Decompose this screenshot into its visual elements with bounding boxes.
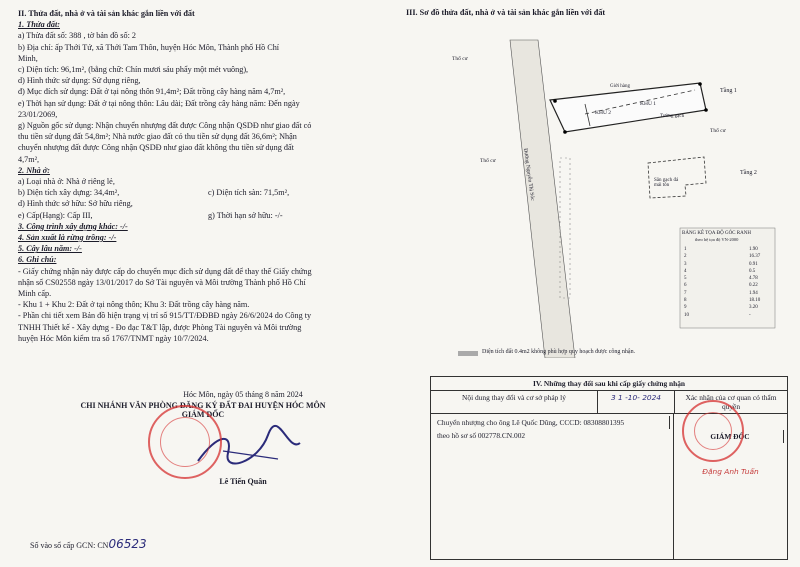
land-line: a) Thửa đất số: 388 , tờ bản đồ số: 2	[18, 31, 136, 41]
corner-point	[563, 130, 567, 134]
tang2-label: Tầng 2	[740, 170, 757, 176]
coord-index: 10	[684, 312, 689, 318]
coord-sub: theo hệ tọa độ VN-2000	[695, 237, 739, 242]
legend-marker	[458, 351, 478, 356]
house-grade-row	[18, 210, 388, 221]
land-line: b) Địa chỉ: ấp Thới Tứ, xã Thới Tam Thôn, huyện Hóc Môn, Thành phố Hồ Chí	[18, 42, 280, 52]
land-line: d) Hình thức sử dụng: Sử dụng riêng,	[18, 76, 141, 86]
gach-label: Tường gạch	[660, 114, 685, 119]
issuing-office: CHI NHÁNH VĂN PHÒNG ĐĂNG KÝ ĐẤT ĐAI HUYỆN HÓC MÔN	[80, 401, 326, 410]
house-term: g) Thời hạn sở hữu: -/-	[208, 210, 283, 220]
coord-index: 4	[684, 268, 687, 274]
khu2-label: KHU 2	[595, 110, 612, 116]
coord-index: 1	[684, 247, 687, 252]
issue-date: Hóc Môn, ngày 05 tháng 8 năm 2024	[183, 390, 303, 399]
gcn-label: Số vào sổ cấp GCN: CN	[30, 541, 109, 550]
coord-length: 1.90	[749, 247, 758, 252]
note-line: huyện Hóc Môn kiểm tra số 1767/TNMT ngày 10/7/2024.	[18, 333, 209, 343]
confirm-column-header: Xác nhận của cơ quan có thẩm quyền	[685, 393, 777, 411]
corner-point	[553, 99, 557, 103]
changes-table-title: IV. Những thay đổi sau khi cấp giấy chứng nhận	[431, 377, 787, 391]
land-plot-diagram	[410, 28, 782, 358]
red-seal	[148, 405, 222, 479]
land-line: e) Thời hạn sử dụng: Đất ở tại nông thôn: Lâu dài; Đất trồng cây hàng năm: Đến ngày	[18, 98, 300, 108]
coord-index: 6	[684, 283, 687, 289]
note-line: nhận số CS02558 ngày 13/01/2017 do Sở Tài nguyên và Môi trường Thành phố Hồ Chí	[18, 277, 306, 287]
section-2-title: II. Thửa đất, nhà ở và tài sản khác gắn liền với đất	[18, 9, 195, 18]
confirm-signer: Đặng Anh Tuấn	[702, 467, 759, 476]
land-line: 23/01/2069,	[18, 109, 58, 119]
note-line: Minh cấp.	[18, 289, 52, 299]
tang1-label: Tầng 1	[720, 88, 737, 94]
coord-length: 18.10	[749, 298, 761, 304]
change-content-cell	[431, 414, 674, 559]
coord-length: -	[749, 312, 751, 318]
other-works: 3. Công trình xây dựng khác: -/-	[18, 221, 128, 231]
coord-index-col	[684, 246, 689, 319]
coord-title: BẢNG KÊ TỌA ĐỘ GÓC RANH	[682, 231, 751, 236]
land-line: chuyển nhượng đất được Công nhận QSDĐ như giao đất không thu tiền sử dụng đất	[18, 143, 294, 153]
section-3-title: III. Sơ đồ thửa đất, nhà ở và tài sản khác gắn liền với đất	[406, 8, 606, 17]
coord-index: 8	[684, 298, 687, 304]
san-label: Sân gạch đá mái tôn	[654, 178, 679, 188]
land-details	[18, 30, 388, 164]
note-line: - Giấy chứng nhận này được cấp do chuyển mục đích sử dụng đất để thay thế Giấy chứng	[18, 266, 312, 276]
house-heading: 2. Nhà ở:	[18, 165, 50, 175]
forest-production: 4. Sản xuất là rừng trồng: -/-	[18, 233, 117, 243]
perennial-trees: 5. Cây lâu năm: -/-	[18, 244, 82, 254]
notes	[18, 266, 388, 344]
signer-name: Lê Tiến Quân	[219, 477, 267, 486]
street-strip	[510, 40, 575, 358]
gcn-number-line	[30, 537, 147, 551]
coord-index: 2	[684, 254, 687, 260]
coord-index: 5	[684, 276, 687, 282]
content-column-header: Nội dung thay đổi và cơ sở pháp lý	[431, 391, 598, 413]
plot-boundary	[550, 83, 706, 132]
house-grade: e) Cấp(Hạng): Cấp III,	[18, 210, 93, 220]
land-line: đ) Mục đích sử dụng: Đất ở tại nông thôn 91,4m²; Đất trồng cây hàng năm 4,7m²,	[18, 87, 286, 97]
coord-length: 0.5	[749, 268, 756, 274]
note-line: - Khu 1 + Khu 2: Đất ở tại nông thôn; Khu 3: Đất trồng cây hàng năm.	[18, 300, 250, 310]
gcn-number: 06523	[108, 537, 147, 551]
street-label: Đường Nguyễn Thị Sóc	[522, 148, 536, 202]
land-line: g) Nguồn gốc sử dụng: Nhận chuyển nhượng đất được Công nhận QSDĐ như giao đất có	[18, 121, 312, 131]
note-line: TNHH Thiết kế - Xây dựng - Đo đạc T&T lập, được Phòng Tài nguyên và Môi trường	[18, 322, 302, 332]
note-line: - Phần chi tiết xem Bản đồ hiện trạng vị trí số 915/TT/ĐĐBĐ ngày 26/6/2024 do Công ty	[18, 311, 312, 321]
changes-table	[430, 376, 788, 560]
coord-length: 1.94	[749, 290, 758, 296]
coord-length: 16.37	[749, 254, 761, 260]
signer-role: GIÁM ĐỐC	[181, 410, 225, 419]
corner-point	[704, 108, 708, 112]
thocu-label: Thổ cư	[452, 56, 468, 62]
coord-length: 3.20	[749, 305, 758, 311]
gioi-label: Giới hàng	[610, 84, 631, 89]
change-line: Chuyển nhượng cho ông Lê Quốc Dũng, CCCD: 08308801395	[434, 416, 670, 429]
coord-index: 7	[684, 290, 687, 296]
coord-length: 4.78	[749, 276, 758, 282]
coord-index: 9	[684, 305, 687, 311]
notes-heading: 6. Ghi chú:	[18, 255, 57, 265]
house-area-row	[18, 187, 388, 198]
coord-length: 0.91	[749, 261, 758, 267]
land-line: Minh,	[18, 53, 38, 63]
khu1-label: KHU 1	[640, 101, 657, 107]
house-build-area: b) Diện tích xây dựng: 34,4m²,	[18, 188, 120, 198]
change-line: theo hồ sơ số 002778.CN.002	[437, 431, 526, 440]
land-line: c) Diện tích: 96,1m², (bằng chữ: Chín mươi sáu phẩy một mét vuông),	[18, 65, 249, 75]
house-type: a) Loại nhà ở: Nhà ở riêng lẻ,	[18, 177, 115, 187]
coord-index: 3	[684, 261, 687, 267]
corner-point	[698, 82, 702, 86]
legend-note: Diện tích đất 0.4m2 không phù hợp quy hoạch được công nhận.	[482, 349, 636, 355]
land-line: 4,7m²,	[18, 154, 40, 164]
right-column	[406, 8, 786, 17]
thocu-label: Thổ cư	[480, 158, 496, 164]
red-seal-right	[682, 400, 744, 462]
land-heading: 1. Thửa đất:	[18, 20, 60, 30]
land-line: thu tiền sử dụng đất 54,8m²; Nhà nước giao đất có thu tiền sử dụng đất 36,6m²; Nhận	[18, 132, 297, 142]
thocu-label: Thổ cư	[710, 128, 726, 134]
change-date-stamp: 3 1 -10- 2024	[598, 391, 675, 413]
coord-list	[684, 246, 760, 319]
confirm-role: GIÁM ĐỐC	[677, 430, 784, 443]
left-column	[18, 8, 388, 344]
house-floor-area: c) Diện tích sàn: 71,5m²,	[208, 188, 290, 198]
coord-length: 0.22	[749, 283, 758, 289]
coord-length-col	[749, 246, 760, 319]
house-ownership: d) Hình thức sở hữu: Sở hữu riêng,	[18, 199, 133, 209]
